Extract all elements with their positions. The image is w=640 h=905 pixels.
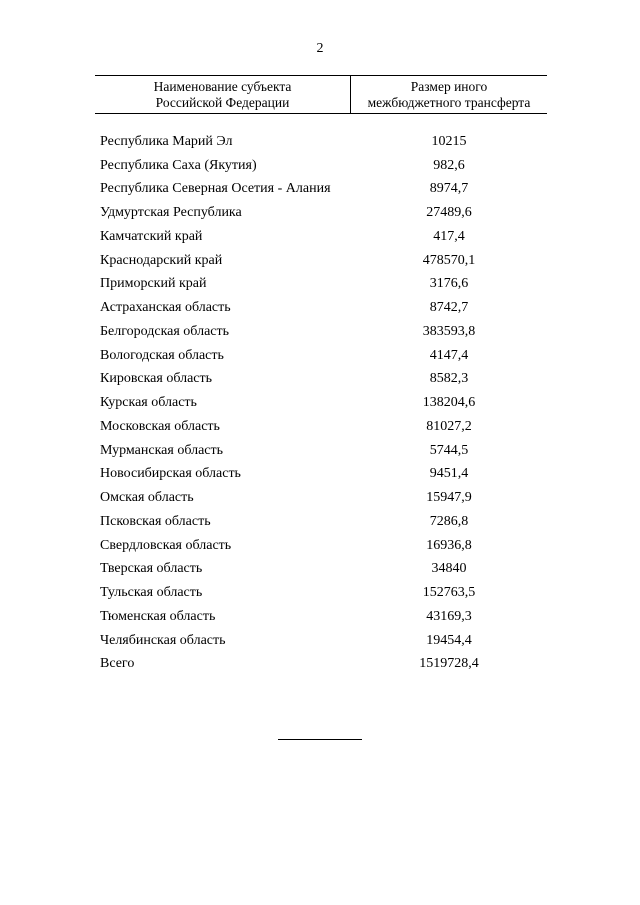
table-row — [95, 296, 547, 320]
subject-name: Псковская область — [100, 513, 211, 529]
subject-name: Московская область — [100, 418, 220, 434]
table-row — [95, 368, 547, 392]
table-row — [95, 534, 547, 558]
transfer-amount: 383593,8 — [422, 323, 476, 339]
table-row — [95, 391, 547, 415]
header-transfer-amount-line1: Размер иного — [410, 79, 488, 94]
table-row — [95, 273, 547, 297]
header-subject-name-line1: Наименование субъекта — [153, 79, 292, 94]
table-row — [95, 249, 547, 273]
subject-name: Кировская область — [100, 371, 213, 387]
table-row — [95, 178, 547, 202]
subject-name: Республика Северная Осетия - Алания — [100, 181, 331, 197]
table-row — [95, 344, 547, 368]
subject-name: Приморский край — [100, 276, 207, 292]
header-transfer-amount — [351, 76, 547, 113]
subject-name: Курская область — [100, 395, 197, 411]
transfer-amount: 10215 — [431, 133, 467, 149]
table-row — [95, 320, 547, 344]
transfer-amount: 138204,6 — [422, 395, 476, 411]
table-row — [95, 154, 547, 178]
transfer-amount: 7286,8 — [429, 513, 469, 529]
subject-name: Новосибирская область — [100, 466, 241, 482]
table-body — [95, 130, 547, 676]
table-row — [95, 201, 547, 225]
transfer-amount: 152763,5 — [422, 585, 476, 601]
table-row — [95, 130, 547, 154]
transfer-amount: 16936,8 — [426, 537, 472, 553]
transfer-amount: 15947,9 — [426, 490, 472, 506]
subject-name: Свердловская область — [100, 537, 232, 553]
table-row — [95, 463, 547, 487]
transfer-amount: 4147,4 — [429, 347, 469, 363]
subject-name: Камчатский край — [100, 228, 203, 244]
transfer-table — [95, 75, 547, 676]
subject-name: Краснодарский край — [100, 252, 223, 268]
subject-name: Белгородская область — [100, 323, 230, 339]
transfer-amount: 982,6 — [433, 157, 465, 173]
transfer-amount: 8742,7 — [429, 300, 469, 316]
table-row — [95, 486, 547, 510]
transfer-amount: 478570,1 — [422, 252, 476, 268]
subject-name: Астраханская область — [100, 300, 231, 316]
table-row — [95, 581, 547, 605]
subject-name: Республика Марий Эл — [100, 133, 233, 149]
end-of-document-rule — [278, 739, 362, 740]
table-row-total — [95, 653, 547, 677]
header-subject-name-line2: Российской Федерации — [155, 95, 290, 110]
table-row — [95, 225, 547, 249]
total-amount: 1519728,4 — [419, 656, 479, 672]
subject-name: Мурманская область — [100, 442, 224, 458]
table-row — [95, 605, 547, 629]
transfer-amount: 5744,5 — [429, 442, 469, 458]
subject-name: Тюменская область — [100, 608, 216, 624]
subject-name: Вологодская область — [100, 347, 224, 363]
table-row — [95, 510, 547, 534]
table-row — [95, 439, 547, 463]
transfer-amount: 34840 — [431, 561, 467, 577]
transfer-amount: 8974,7 — [429, 181, 469, 197]
table-row — [95, 415, 547, 439]
transfer-amount: 27489,6 — [426, 205, 472, 221]
subject-name: Челябинская область — [100, 632, 226, 648]
table-row — [95, 629, 547, 653]
table-header — [95, 75, 547, 114]
subject-name: Тульская область — [100, 585, 203, 601]
header-subject-name — [95, 76, 351, 113]
page-number: 2 — [316, 41, 324, 56]
transfer-amount: 43169,3 — [426, 608, 472, 624]
transfer-amount: 81027,2 — [426, 418, 472, 434]
subject-name: Тверская область — [100, 561, 203, 577]
header-transfer-amount-line2: межбюджетного трансферта — [367, 95, 531, 110]
subject-name: Удмуртская Республика — [100, 205, 242, 221]
transfer-amount: 9451,4 — [429, 466, 469, 482]
subject-name: Омская область — [100, 490, 194, 506]
transfer-amount: 417,4 — [433, 228, 465, 244]
transfer-amount: 8582,3 — [429, 371, 469, 387]
subject-name: Республика Саха (Якутия) — [100, 157, 257, 173]
table-row — [95, 558, 547, 582]
total-label: Всего — [100, 656, 135, 672]
transfer-amount: 3176,6 — [429, 276, 469, 292]
transfer-amount: 19454,4 — [426, 632, 472, 648]
